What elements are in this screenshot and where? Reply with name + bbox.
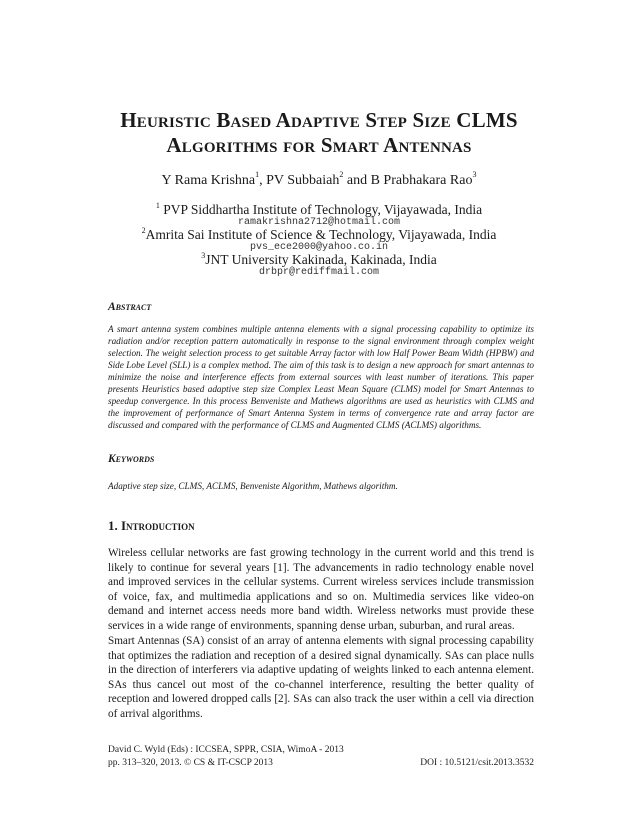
intro-paragraph-2: Smart Antennas (SA) consist of an array of antenna elements with signal processing capability that optimizes the radiation and reception of a desired signal dynamically. SAs can place nulls in the direction of interferers via adaptive updating of weights linked to each antenna element. SAs thus cancel out most of the co-channel interference, resulting the better quality of reception and lowered dropped calls [2]. SAs can also track the user within a cell via direction of arrival algorithms. xyxy=(108,635,534,720)
email-1[interactable]: ramakrishna2712@hotmail.com xyxy=(237,217,401,228)
title-line-1: Heuristic Based Adaptive Step Size CLMS xyxy=(120,108,518,132)
affiliation-1: $^1$ PVP Siddhartha Institute of Technology, Vijayawada, India xyxy=(155,200,483,217)
affiliation-2: $^2$Amrita Sai Institute of Science & Technology, Vijayawada, India xyxy=(141,225,497,242)
footer-line-2: pp. 313–320, 2013. © CS & IT-CSCP 2013 xyxy=(108,758,273,768)
affiliation-3: $^3$JNT University Kakinada, Kakinada, India xyxy=(201,250,437,267)
footer-doi[interactable]: DOI : 10.5121/csit.2013.3532 xyxy=(420,758,534,768)
keywords-heading: Keywords xyxy=(108,453,155,465)
abstract-text: A smart antenna system combines multiple antenna elements with a signal processing capability to optimize its radiation and/or reception pattern automatically in response to the signal environment through complex weight selection. The weight selection process to get suitable Array factor with low Half Power Beam Width (HPBW) and Side Lobe Level (SLL) is a complex method. The aim of this task is to design a new approach for smart antennas to minimize the noise and interference effects from external sources with least number of iterations. This paper presents Heuristics based adaptive step size Complex Least Mean Square (CLMS) model for Smart Antennas to speedup convergence. In this process Benveniste and Mathews algorithms are used as heuristics with CLMS and the improvement of performance of Smart Antenna System in terms of convergence rate and array factor are discussed and compared with the performance of CLMS and Augmented CLMS (ACLMS) algorithms. xyxy=(108,324,534,430)
email-3[interactable]: drbpr@rediffmail.com xyxy=(258,267,380,278)
author-3-sup: 3 xyxy=(472,170,477,180)
author-3: B Prabhakara Rao xyxy=(370,173,473,188)
author-list: Y Rama Krishna$^1$, PV Subbaiah$^2$ and B Prabhakara Rao$^3$ xyxy=(161,170,477,188)
author-1-sup: 1 xyxy=(255,170,260,180)
footer-line-1: David C. Wyld (Eds) : ICCSEA, SPPR, CSIA, WimoA - 2013 xyxy=(108,745,344,755)
intro-paragraph-1: Wireless cellular networks are fast growing technology in the current world and this trend is likely to continue for several years [1]. The advancements in radio technology enable novel and improved services in the cellular systems. Current wireless services include transmission of voice, fax, and multimedia applications and so on. Multimedia services like video-on demand and internet access needs more band width. Wireless networks must provide these services in a wide range of environments, spanning dense urban, suburban, and rural areas. xyxy=(108,547,534,632)
email-2[interactable]: pvs_ece2000@yahoo.co.in xyxy=(249,242,389,253)
abstract-heading: Abstract xyxy=(108,301,152,313)
introduction-heading: 1. Introduction xyxy=(108,518,195,533)
author-2: PV Subbaiah xyxy=(266,173,340,188)
keywords-text: Adaptive step size, CLMS, ACLMS, Benveniste Algorithm, Mathews algorithm. xyxy=(108,481,398,491)
author-1: Y Rama Krishna xyxy=(161,173,256,188)
footer-citation xyxy=(108,744,344,770)
author-2-sup: 2 xyxy=(339,170,344,180)
paper-title xyxy=(0,108,638,158)
title-line-2: Algorithms for Smart Antennas xyxy=(166,133,472,157)
